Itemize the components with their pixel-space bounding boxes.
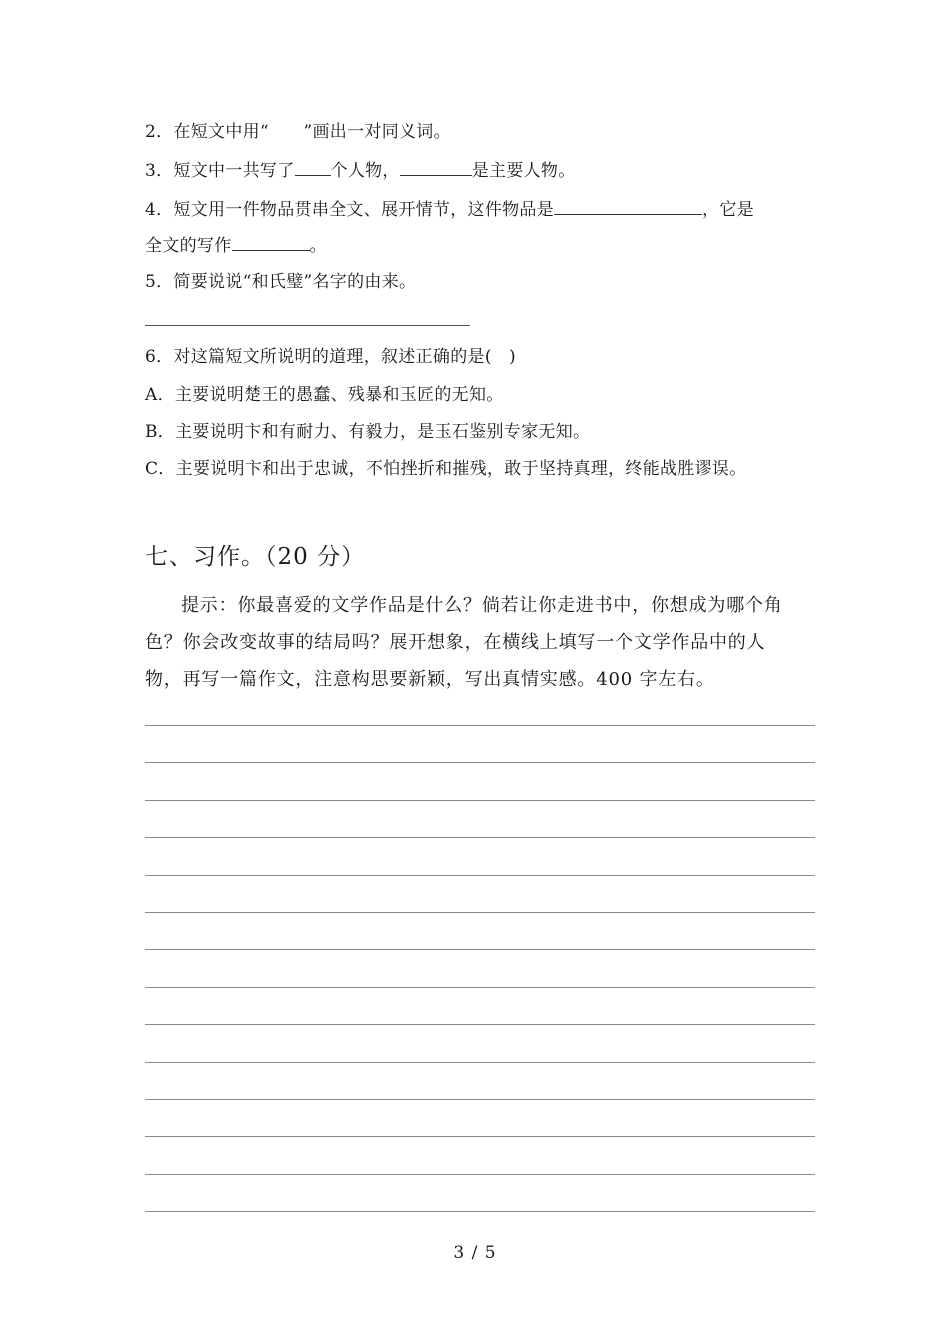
writing-line[interactable]: [145, 1062, 815, 1063]
writing-line[interactable]: [145, 1136, 815, 1137]
blank-object[interactable]: [554, 196, 702, 215]
option-b-text: B．主要说明卞和有耐力、有毅力，是玉石鉴别专家无知。: [145, 422, 591, 442]
question-3-text-c: 是主要人物。: [471, 161, 576, 181]
question-5-answer-line[interactable]: [145, 325, 470, 326]
question-3-text-a: 3．短文中一共写了: [145, 161, 295, 181]
question-4-text-c: 全文的写作: [145, 236, 232, 256]
question-4-text-a: 4．短文用一件物品贯串全文、展开情节，这件物品是: [145, 200, 555, 220]
question-6-option-a[interactable]: [145, 383, 504, 407]
writing-line[interactable]: [145, 1024, 815, 1025]
prompt-line-1: 提示：你最喜爱的文学作品是什么？倘若让你走进书中，你想成为哪个角: [181, 595, 783, 616]
writing-line[interactable]: [145, 837, 815, 838]
question-6: [145, 345, 516, 369]
writing-line[interactable]: [145, 949, 815, 950]
question-2: [145, 120, 451, 144]
question-6-stem: 6．对这篇短文所说明的道理，叙述正确的是( ): [145, 347, 516, 367]
option-c-text: C．主要说明卞和出于忠诚，不怕挫折和摧残，敢于坚持真理，终能战胜谬误。: [145, 459, 747, 479]
prompt-line-3: 物，再写一篇作文，注意构思要新颖，写出真情实感。400 字左右。: [145, 669, 715, 690]
blank-person-count[interactable]: [295, 157, 331, 176]
blank-main-person[interactable]: [400, 157, 472, 176]
question-5: [145, 270, 416, 294]
question-3: [145, 157, 576, 183]
question-3-text-b: 个人物，: [330, 161, 400, 181]
writing-line[interactable]: [145, 1211, 815, 1212]
question-4: [145, 196, 754, 222]
question-5-text: 5．简要说说“和氏璧”名字的由来。: [145, 272, 417, 292]
question-6-option-c[interactable]: [145, 457, 747, 481]
writing-line[interactable]: [145, 987, 815, 988]
question-4-text-d: 。: [309, 236, 327, 256]
writing-line[interactable]: [145, 1174, 815, 1175]
page-number: 3 / 5: [453, 1243, 497, 1263]
writing-line[interactable]: [145, 762, 815, 763]
section-7-title: 七、习作。（20 分）: [145, 544, 366, 570]
writing-line[interactable]: [145, 725, 815, 726]
writing-line[interactable]: [145, 800, 815, 801]
prompt-line-2: 色？你会改变故事的结局吗？展开想象，在横线上填写一个文学作品中的人: [145, 632, 766, 653]
writing-line[interactable]: [145, 875, 815, 876]
blank-writing-clue[interactable]: [232, 232, 310, 251]
question-4-continued: [145, 232, 327, 258]
question-6-option-b[interactable]: [145, 420, 590, 444]
question-2-text: 2．在短文中用“ ”画出一对同义词。: [145, 122, 451, 142]
question-4-text-b: ，它是: [702, 200, 754, 220]
writing-line[interactable]: [145, 912, 815, 913]
writing-line[interactable]: [145, 1099, 815, 1100]
option-a-text: A．主要说明楚王的愚蠢、残暴和玉匠的无知。: [145, 385, 504, 405]
